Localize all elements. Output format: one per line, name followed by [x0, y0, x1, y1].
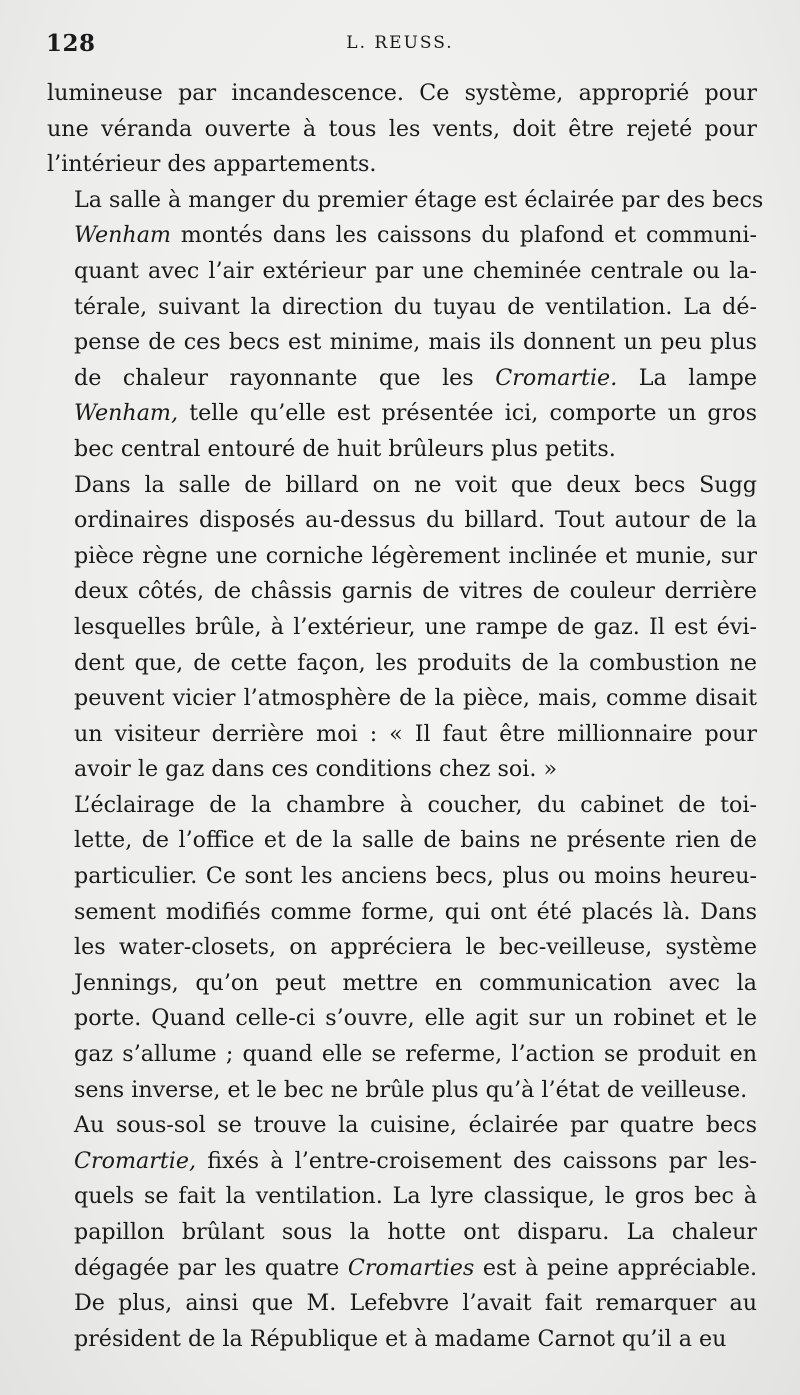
text-run: L’éclairage de la chambre à coucher, du cabinet de toi-	[74, 791, 757, 818]
text-run: dégagée par les quatre	[74, 1254, 348, 1281]
text-line	[47, 1179, 757, 1215]
text-run: lesquelles brûle, à l’extérieur, une rampe de gaz. Il est évi-	[74, 613, 757, 640]
text-line	[47, 503, 757, 539]
text-run: gaz s’allume ; quand elle se referme, l’action se produit en	[74, 1041, 757, 1068]
text-run: De plus, ainsi que M. Lefebvre l’avait fait remarquer au	[74, 1290, 757, 1317]
italic-run: Cromarties	[347, 1254, 475, 1281]
text-run: pièce règne une corniche légèrement inclinée et munie, sur	[74, 542, 757, 569]
text-line	[47, 966, 757, 1002]
running-head	[40, 30, 760, 64]
text-run: quels se fait la ventilation. La lyre classique, le gros bec à	[74, 1183, 757, 1210]
text-run: dent que, de cette façon, les produits de la combustion ne	[74, 649, 757, 676]
text-line	[47, 610, 757, 646]
page-number: 128	[46, 30, 96, 57]
text-line	[47, 717, 757, 753]
text-run: de chaleur rayonnante que les	[74, 364, 496, 391]
text-line	[47, 396, 757, 432]
text-line	[47, 574, 757, 610]
text-run: Dans la salle de billard on ne voit que deux becs Sugg	[74, 471, 757, 498]
text-run: ordinaires disposés au-dessus du billard. Tout autour de la	[74, 507, 757, 534]
text-run: une véranda ouverte à tous les vents, doit être rejeté pour	[47, 115, 757, 142]
text-run: porte. Quand celle-ci s’ouvre, elle agit sur un robinet et le	[74, 1005, 757, 1032]
italic-run: Wenham,	[74, 400, 179, 427]
text-line	[47, 681, 757, 717]
text-line	[47, 76, 757, 112]
italic-run: Cromartie.	[495, 364, 618, 391]
text-line	[47, 147, 757, 183]
italic-run: Wenham	[74, 222, 171, 249]
text-run: lumineuse par incandescence. Ce système, approprié pour	[47, 80, 757, 106]
italic-run: Cromartie,	[74, 1147, 197, 1174]
text-line	[47, 788, 757, 824]
text-run: lette, de l’office et de la salle de bains ne présente rien de	[74, 827, 757, 854]
text-run: pense de ces becs est minime, mais ils donnent un peu plus	[74, 329, 757, 356]
paragraph	[47, 76, 757, 183]
paragraph	[47, 788, 757, 1108]
text-run: telle qu’elle est présentée ici, comporte un gros	[178, 400, 757, 427]
text-run: est à peine appréciable.	[474, 1254, 758, 1281]
text-line	[47, 1215, 757, 1251]
text-run: La lampe	[617, 364, 757, 391]
text-run: un visiteur derrière moi : « Il faut être millionnaire pour	[74, 720, 757, 747]
text-line	[47, 1286, 757, 1322]
text-run: président de la République et à madame Carnot qu’il a eu	[74, 1325, 727, 1352]
text-run: deux côtés, de châssis garnis de vitres de couleur derrière	[74, 578, 757, 605]
text-line	[47, 112, 757, 148]
text-line	[47, 1001, 757, 1037]
text-run: sens inverse, et le bec ne brûle plus qu’à l’état de veilleuse.	[74, 1076, 748, 1103]
text-line	[47, 183, 764, 219]
text-line	[47, 1108, 757, 1144]
text-line	[47, 1073, 757, 1109]
text-line	[47, 752, 757, 788]
text-line	[47, 290, 757, 326]
text-line	[47, 361, 757, 397]
text-line	[47, 539, 757, 575]
text-run: fixés à l’entre-croisement des caissons par les-	[196, 1147, 757, 1174]
text-run: peuvent vicier l’atmosphère de la pièce, mais, comme disait	[74, 685, 757, 712]
text-run: montés dans les caissons du plafond et communi-	[170, 222, 757, 249]
text-run: bec central entouré de huit brûleurs plus petits.	[74, 435, 616, 462]
text-run: La salle à manger du premier étage est éclairée par des becs	[74, 186, 764, 213]
text-line	[47, 823, 757, 859]
text-line	[47, 646, 757, 682]
text-line	[47, 859, 757, 895]
running-title: L. REUSS.	[346, 33, 454, 53]
text-line	[47, 1037, 757, 1073]
text-run: particulier. Ce sont les anciens becs, plus ou moins heureu-	[74, 863, 757, 890]
text-run: quant avec l’air extérieur par une cheminée centrale ou la-	[74, 257, 757, 284]
text-run: Jennings, qu’on peut mettre en communication avec la	[74, 969, 757, 996]
paragraph	[47, 1108, 757, 1357]
paragraph	[47, 468, 757, 788]
text-line	[47, 432, 757, 468]
text-line	[47, 930, 757, 966]
text-run: les water-closets, on appréciera le bec-veilleuse, système	[74, 934, 757, 961]
text-line	[47, 218, 757, 254]
text-line	[47, 1251, 757, 1287]
body-text	[47, 76, 764, 1357]
text-line	[47, 895, 757, 931]
text-line	[47, 254, 757, 290]
text-run: l’intérieur des appartements.	[47, 151, 377, 178]
text-line	[47, 1322, 757, 1358]
paragraph	[47, 183, 764, 468]
text-run: Au sous-sol se trouve la cuisine, éclairée par quatre becs	[74, 1112, 757, 1139]
text-run: sement modifiés comme forme, qui ont été placés là. Dans	[74, 898, 757, 925]
text-run: térale, suivant la direction du tuyau de ventilation. La dé-	[74, 293, 757, 320]
text-line	[47, 1144, 757, 1180]
text-run: papillon brûlant sous la hotte ont disparu. La chaleur	[74, 1219, 757, 1245]
text-line	[47, 468, 757, 504]
text-line	[47, 325, 757, 361]
text-run: avoir le gaz dans ces conditions chez soi. »	[74, 756, 558, 783]
